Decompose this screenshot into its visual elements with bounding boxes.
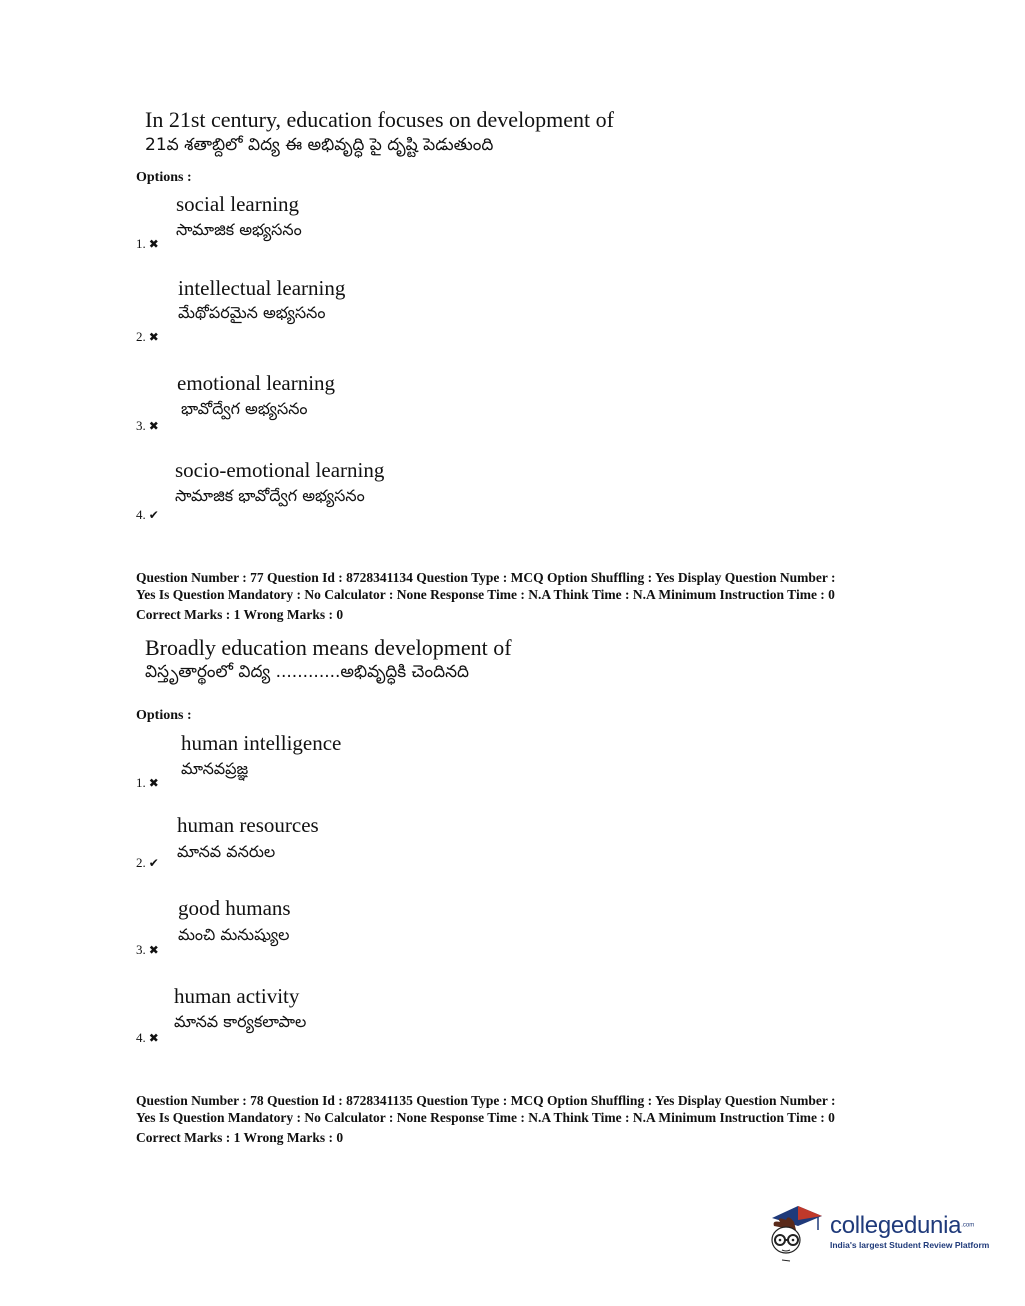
options-label: Options : [136, 708, 192, 723]
option-text-en: good humans [178, 896, 291, 920]
option-text-te: మానవ వనరుల [177, 842, 276, 861]
options-label: Options : [136, 170, 192, 185]
option-text-te: సామాజిక భావోద్వేగ అభ్యసనం [175, 486, 365, 505]
mascot-icon [768, 1200, 824, 1262]
option-text-en: human resources [177, 813, 319, 837]
question-meta-line: Yes Is Question Mandatory : No Calculator : None Response Time : N.A Think Time : N.A Minimum Instruction Time : 0 [136, 587, 835, 602]
option-text-te: మానవప్రజ్ఞ [181, 759, 249, 778]
option-text-en: human intelligence [181, 731, 342, 755]
cross-icon: ✖ [148, 237, 159, 251]
cross-icon: ✖ [148, 330, 159, 344]
logo-wordmark: collegedunia [830, 1212, 962, 1239]
option-number: 2. ✖ [136, 329, 159, 344]
option-number: 4. ✖ [136, 1030, 159, 1045]
question-text-en: In 21st century, education focuses on development of [145, 107, 614, 132]
question-marks-line: Correct Marks : 1 Wrong Marks : 0 [136, 1130, 344, 1145]
question-text-te: 21వ శతాబ్దిలో విద్య ఈ అభివృద్ధి పై దృష్టి పెడుతుంది [145, 135, 494, 155]
option-text-te: సామాజిక అభ్యసనం [176, 220, 302, 239]
question-text-te: విస్తృతార్థంలో విద్య ............అభివృద్ధికి చెందినది [145, 662, 470, 682]
question-meta-line: Question Number : 77 Question Id : 8728341134 Question Type : MCQ Option Shuffling : Yes Display Question Number : [136, 570, 836, 585]
option-text-te: భావోద్వేగ అభ్యసనం [181, 399, 308, 418]
question-meta-line: Yes Is Question Mandatory : No Calculator : None Response Time : N.A Think Time : N.A Minimum Instruction Time : 0 [136, 1110, 835, 1125]
logo-tagline: India's largest Student Review Platform [830, 1240, 990, 1250]
option-number: 3. ✖ [136, 418, 159, 433]
collegedunia-logo [768, 1200, 989, 1262]
option-text-en: intellectual learning [178, 276, 346, 300]
option-number: 3. ✖ [136, 942, 159, 957]
option-number: 4. ✔ [136, 507, 159, 522]
question-meta-line: Question Number : 78 Question Id : 8728341135 Question Type : MCQ Option Shuffling : Yes Display Question Number : [136, 1093, 836, 1108]
option-number: 2. ✔ [136, 855, 159, 870]
option-text-en: socio-emotional learning [175, 458, 385, 482]
option-text-en: human activity [174, 984, 300, 1008]
logo-suffix: .com [961, 1222, 975, 1229]
option-number: 1. ✖ [136, 236, 159, 251]
check-icon: ✔ [148, 856, 159, 870]
cross-icon: ✖ [148, 1031, 159, 1045]
cross-icon: ✖ [148, 419, 159, 433]
cross-icon: ✖ [148, 943, 159, 957]
option-text-te: మేథోపరమైన అభ్యసనం [178, 303, 326, 322]
question-text-en: Broadly education means development of [145, 635, 512, 660]
option-text-te: మంచి మనుష్యుల [178, 925, 290, 944]
option-number: 1. ✖ [136, 775, 159, 790]
check-icon: ✔ [148, 508, 159, 522]
option-text-en: social learning [176, 192, 300, 216]
logo-text-block [830, 1212, 989, 1250]
cross-icon: ✖ [148, 776, 159, 790]
option-text-en: emotional learning [177, 371, 336, 395]
option-text-te: మానవ కార్యకలాపాల [174, 1012, 307, 1031]
question-marks-line: Correct Marks : 1 Wrong Marks : 0 [136, 607, 344, 622]
